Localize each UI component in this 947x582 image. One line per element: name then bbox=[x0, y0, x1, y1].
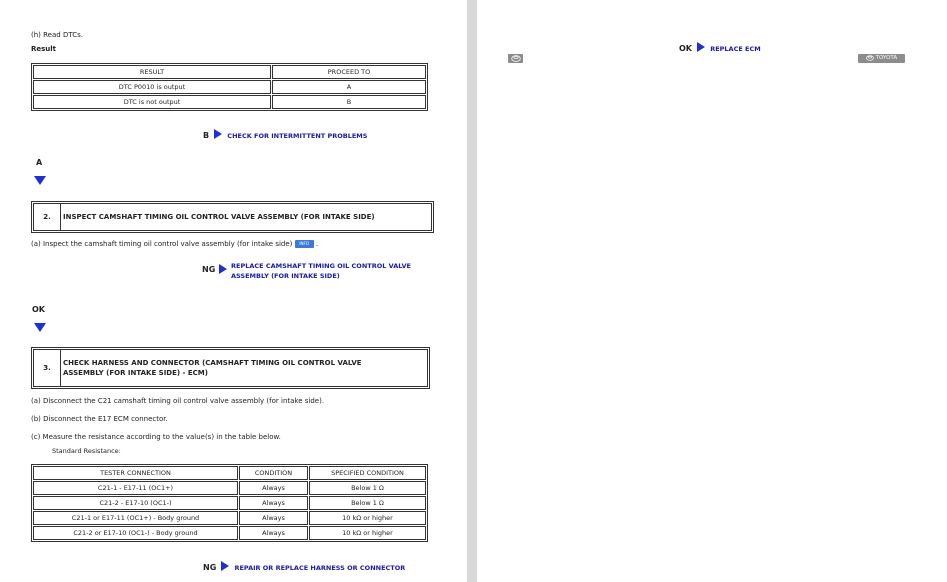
table-cell: Always bbox=[239, 526, 308, 540]
result-table bbox=[31, 63, 428, 111]
table-row bbox=[33, 95, 426, 109]
table-cell: Always bbox=[239, 511, 308, 525]
info-badge[interactable]: INFO bbox=[295, 240, 314, 248]
step2-trailing: . bbox=[315, 240, 319, 248]
step3-instr-a: (a) Disconnect the C21 camshaft timing oil control valve assembly (for intake side). bbox=[31, 397, 325, 405]
table-cell: Below 1 Ω bbox=[309, 496, 426, 510]
table-row bbox=[33, 496, 426, 510]
replace-valve-link-line2: ASSEMBLY (FOR INTAKE SIDE) bbox=[231, 272, 340, 280]
right-page bbox=[477, 0, 947, 582]
toyota-emblem-icon[interactable] bbox=[508, 54, 523, 63]
step3-title bbox=[61, 350, 362, 386]
replace-valve-link-line1: REPLACE CAMSHAFT TIMING OIL CONTROL VALVE bbox=[231, 262, 411, 270]
table-row bbox=[33, 481, 426, 495]
repair-harness-link[interactable]: REPAIR OR REPLACE HARNESS OR CONNECTOR bbox=[234, 564, 406, 572]
toyota-logo-text: TOYOTA bbox=[875, 55, 898, 61]
table-cell: Always bbox=[239, 481, 308, 495]
read-dtc-instruction: (h) Read DTCs. bbox=[31, 31, 83, 39]
result-label: Result bbox=[31, 45, 57, 53]
ng-label: NG bbox=[202, 265, 216, 274]
step2-title: INSPECT CAMSHAFT TIMING OIL CONTROL VALVE ASSEMBLY (FOR INTAKE SIDE) bbox=[63, 213, 375, 221]
table-header-row bbox=[33, 466, 426, 480]
table-header: RESULT bbox=[33, 65, 271, 79]
toyota-emblem-icon bbox=[866, 55, 876, 61]
b-branch bbox=[203, 123, 367, 142]
table-header: CONDITION bbox=[239, 466, 308, 480]
ok-label: OK bbox=[679, 44, 692, 53]
resistance-table bbox=[31, 464, 428, 542]
table-header: SPECIFIED CONDITION bbox=[309, 466, 426, 480]
step2-instruction: (a) Inspect the camshaft timing oil control valve assembly (for intake side) bbox=[31, 240, 293, 248]
step3-number: 3. bbox=[34, 350, 61, 386]
check-intermittent-link[interactable]: CHECK FOR INTERMITTENT PROBLEMS bbox=[227, 132, 368, 140]
ng-label: NG bbox=[203, 563, 217, 572]
table-cell: Below 1 Ω bbox=[309, 481, 426, 495]
ok-label: OK bbox=[32, 305, 45, 314]
step2-number: 2. bbox=[34, 204, 61, 230]
replace-ecm-link[interactable]: REPLACE ECM bbox=[710, 45, 761, 53]
table-cell: B bbox=[272, 95, 426, 109]
arrow-right-icon bbox=[219, 264, 227, 274]
arrow-right-icon bbox=[697, 42, 705, 52]
toyota-logo-button[interactable] bbox=[858, 54, 905, 63]
arrow-right-icon bbox=[221, 561, 229, 571]
table-header: TESTER CONNECTION bbox=[33, 466, 238, 480]
step2-box bbox=[31, 201, 434, 233]
left-page bbox=[0, 0, 467, 582]
arrow-down-icon bbox=[34, 317, 46, 336]
table-cell: C21-1 or E17-11 (OC1+) - Body ground bbox=[33, 511, 238, 525]
arrow-down-icon bbox=[34, 170, 46, 189]
table-row bbox=[33, 80, 426, 94]
step2-instruction-line bbox=[31, 240, 318, 248]
arrow-right-icon bbox=[214, 129, 222, 139]
table-cell: 10 kΩ or higher bbox=[309, 511, 426, 525]
std-resistance-label: Standard Resistance: bbox=[52, 447, 121, 455]
step3-box bbox=[31, 347, 430, 389]
step3-title-line2: ASSEMBLY (FOR INTAKE SIDE) - ECM) bbox=[63, 369, 208, 377]
step3-instr-b: (b) Disconnect the E17 ECM connector. bbox=[31, 415, 168, 423]
step3-title-line1: CHECK HARNESS AND CONNECTOR (CAMSHAFT TIMING OIL CONTROL VALVE bbox=[63, 359, 362, 367]
table-row bbox=[33, 526, 426, 540]
table-cell: C21-2 - E17-10 (OC1-) bbox=[33, 496, 238, 510]
ok-branch bbox=[679, 36, 761, 55]
table-cell: C21-2 or E17-10 (OC1-) - Body ground bbox=[33, 526, 238, 540]
table-cell: DTC P0010 is output bbox=[33, 80, 271, 94]
table-cell: DTC is not output bbox=[33, 95, 271, 109]
b-label: B bbox=[203, 131, 210, 140]
step3-instr-c: (c) Measure the resistance according to the value(s) in the table below. bbox=[31, 433, 281, 441]
a-label: A bbox=[36, 158, 43, 167]
table-row bbox=[33, 511, 426, 525]
table-cell: C21-1 - E17-11 (OC1+) bbox=[33, 481, 238, 495]
replace-valve-link[interactable] bbox=[231, 261, 411, 281]
table-cell: A bbox=[272, 80, 426, 94]
step3-ng-branch bbox=[203, 555, 405, 574]
table-header: PROCEED TO bbox=[272, 65, 426, 79]
table-cell: 10 kΩ or higher bbox=[309, 526, 426, 540]
table-header-row bbox=[33, 65, 426, 79]
table-cell: Always bbox=[239, 496, 308, 510]
